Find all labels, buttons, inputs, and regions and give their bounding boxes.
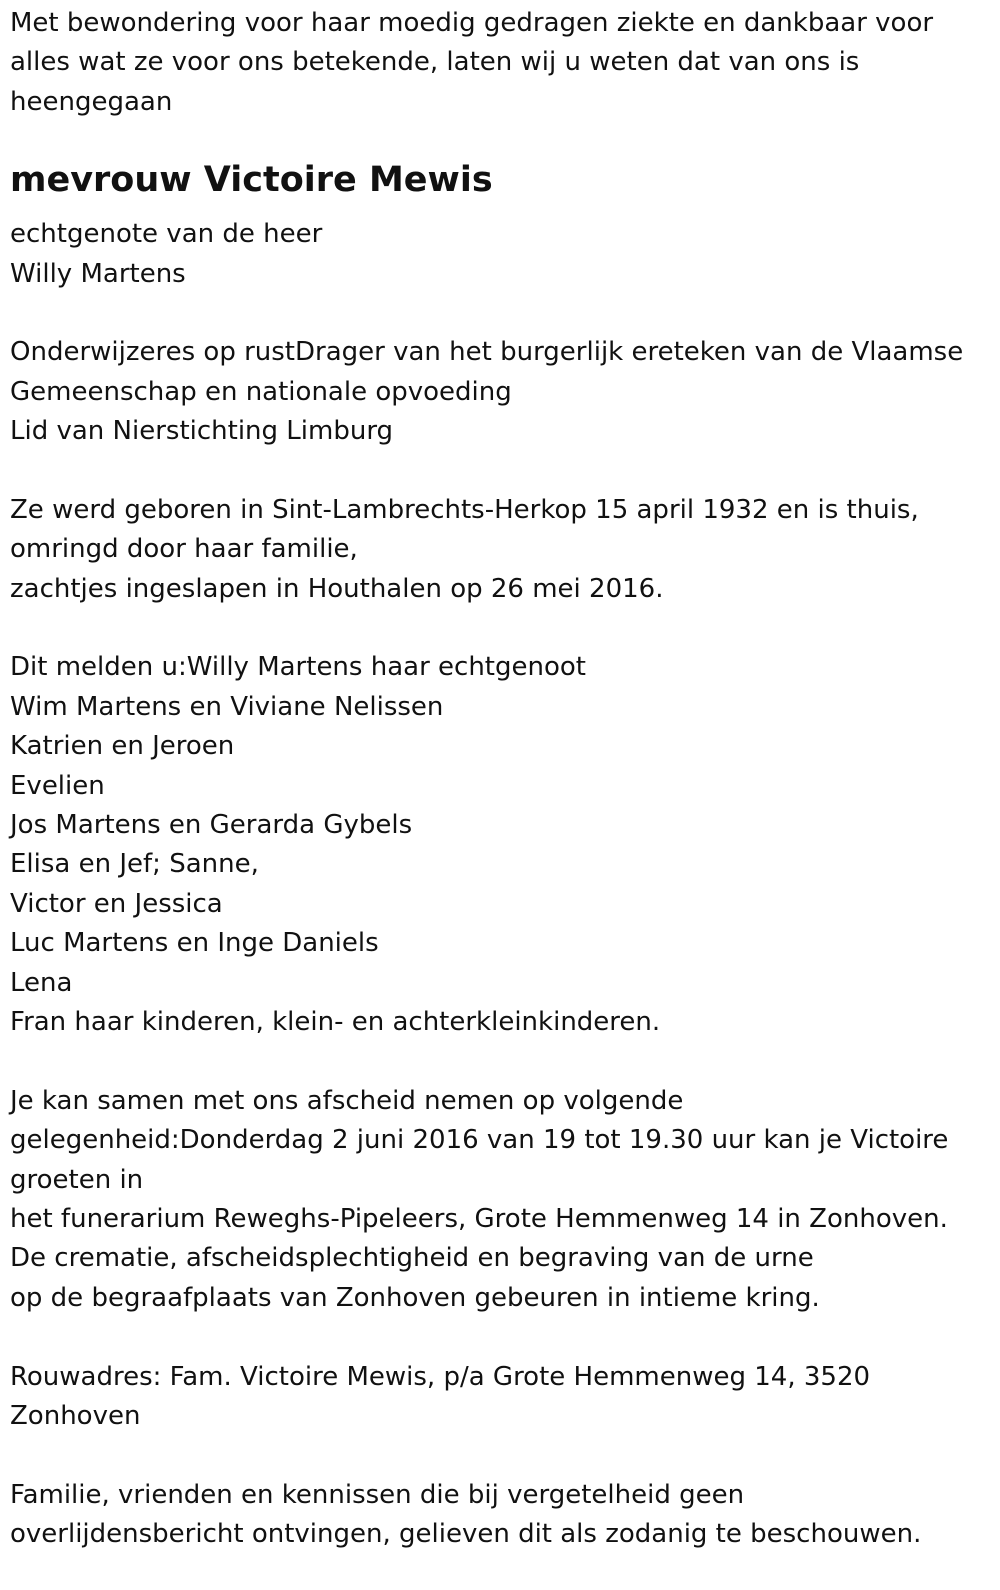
address-line: Rouwadres: Fam. Victoire Mewis, p/a Grote Hemmenweg 14, 3520 bbox=[10, 1361, 871, 1392]
farewell-line: groeten in bbox=[10, 1164, 144, 1195]
closing-line: overlijdensbericht ontvingen, gelieven dit als zodanig te beschouwen. bbox=[10, 1519, 922, 1550]
title-line: Gemeenschap en nationale opvoeding bbox=[10, 376, 512, 407]
birth-death-line: Ze werd geboren in Sint-Lambrechts-Herkop 15 april 1932 en is thuis, bbox=[10, 494, 919, 525]
birth-death-line: zachtjes ingeslapen in Houthalen op 26 mei 2016. bbox=[10, 573, 664, 604]
farewell-paragraph bbox=[10, 1082, 1000, 1318]
title-line: Onderwijzeres op rustDrager van het burgerlijk ereteken van de Vlaamse bbox=[10, 337, 964, 368]
family-line: Evelien bbox=[10, 770, 105, 801]
intro-line: Met bewondering voor haar moedig gedragen ziekte en dankbaar voor bbox=[10, 8, 934, 38]
farewell-line: De crematie, afscheidsplechtigheid en begraving van de urne bbox=[10, 1243, 814, 1274]
spouse-line: echtgenote van de heer bbox=[10, 219, 323, 250]
farewell-line: Je kan samen met ons afscheid nemen op volgende bbox=[10, 1085, 684, 1116]
family-paragraph bbox=[10, 648, 1000, 1042]
family-line: Dit melden u:Willy Martens haar echtgenoot bbox=[10, 652, 586, 683]
farewell-line: gelegenheid:Donderdag 2 juni 2016 van 19 tot 19.30 uur kan je Victoire bbox=[10, 1125, 949, 1156]
family-line: Fran haar kinderen, klein- en achterkleinkinderen. bbox=[10, 1006, 661, 1037]
spouse-paragraph bbox=[10, 215, 1000, 294]
spouse-line: Willy Martens bbox=[10, 258, 186, 289]
title-line: Lid van Nierstichting Limburg bbox=[10, 416, 394, 447]
intro-paragraph bbox=[10, 4, 1000, 122]
birth-death-paragraph bbox=[10, 491, 1000, 609]
family-line: Victor en Jessica bbox=[10, 888, 223, 919]
farewell-line: het funerarium Reweghs-Pipeleers, Grote Hemmenweg 14 in Zonhoven. bbox=[10, 1203, 948, 1234]
intro-line: alles wat ze voor ons betekende, laten wij u weten dat van ons is bbox=[10, 47, 860, 78]
closing-line: Familie, vrienden en kennissen die bij vergetelheid geen bbox=[10, 1479, 745, 1510]
titles-paragraph bbox=[10, 333, 1000, 451]
birth-death-line: omringd door haar familie, bbox=[10, 534, 358, 565]
closing-paragraph bbox=[10, 1476, 1000, 1555]
family-line: Jos Martens en Gerarda Gybels bbox=[10, 810, 413, 841]
family-line: Elisa en Jef; Sanne, bbox=[10, 849, 259, 880]
family-line: Lena bbox=[10, 967, 73, 998]
farewell-line: op de begraafplaats van Zonhoven gebeuren in intieme kring. bbox=[10, 1282, 820, 1313]
address-line: Zonhoven bbox=[10, 1400, 141, 1431]
deceased-name: mevrouw Victoire Mewis bbox=[10, 160, 493, 201]
family-line: Luc Martens en Inge Daniels bbox=[10, 928, 379, 959]
intro-line: heengegaan bbox=[10, 86, 173, 117]
address-paragraph bbox=[10, 1358, 1000, 1437]
family-line: Wim Martens en Viviane Nelissen bbox=[10, 691, 444, 722]
family-line: Katrien en Jeroen bbox=[10, 731, 235, 762]
